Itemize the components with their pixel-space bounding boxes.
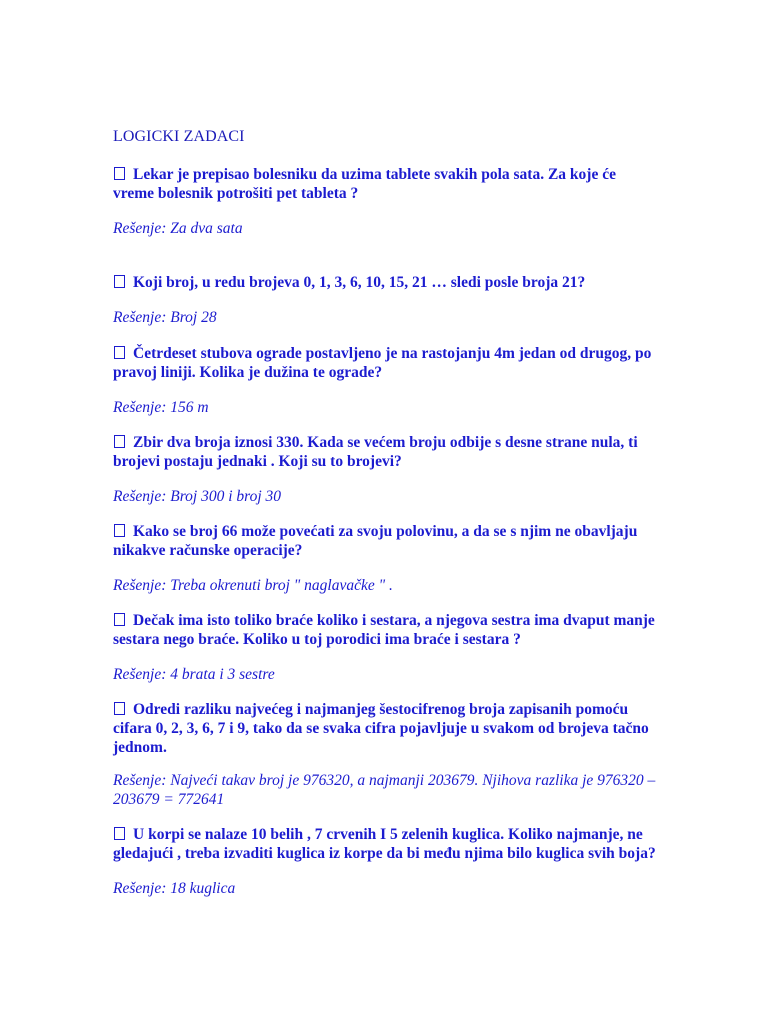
- answer-8: Rešenje: 18 kuglica: [113, 880, 236, 897]
- bullet-box-icon: [114, 435, 125, 448]
- answer-4: Rešenje: Broj 300 i broj 30: [113, 488, 282, 505]
- question-text: Odredi razliku najvećeg i najmanjeg šestocifrenog broja zapisanih pomoću cifara 0, 2, 3, 6, 7 i 9, tako da se svaka cifra pojavljuje u svakom od brojeva tačno jednom.: [113, 701, 649, 756]
- question-4: [113, 433, 658, 471]
- answer-7: Rešenje: Najveći takav broj je 976320, a najmanji 203679. Njihova razlika je 976320 – 203679 = 772641: [113, 772, 656, 808]
- question-text: Dečak ima isto toliko braće koliko i sestara, a njegova sestra ima dvaput manje sestara nego braće. Koliko u toj porodici ima braće i sestara ?: [113, 612, 655, 648]
- question-5: [113, 522, 658, 560]
- answer-2: Rešenje: Broj 28: [113, 309, 217, 326]
- bullet-box-icon: [114, 346, 125, 359]
- answer-1: Rešenje: Za dva sata: [113, 220, 243, 237]
- bullet-box-icon: [114, 702, 125, 715]
- bullet-box-icon: [114, 827, 125, 840]
- question-2: [113, 273, 658, 292]
- question-text: Lekar je prepisao bolesniku da uzima tablete svakih pola sata. Za koje će vreme bolesnik potrošiti pet tableta ?: [113, 166, 616, 202]
- answer-6: Rešenje: 4 brata i 3 sestre: [113, 666, 275, 683]
- bullet-box-icon: [114, 167, 125, 180]
- question-text: Zbir dva broja iznosi 330. Kada se većem broju odbije s desne strane nula, ti brojevi postaju jednaki . Koji su to brojevi?: [113, 434, 638, 470]
- question-text: U korpi se nalaze 10 belih , 7 crvenih I 5 zelenih kuglica. Koliko najmanje, ne gledajući , treba izvaditi kuglica iz korpe da bi među njima bilo kuglica svih boja?: [113, 826, 656, 862]
- document-title: LOGICKI ZADACI: [113, 128, 245, 145]
- question-text: Četrdeset stubova ograde postavljeno je na rastojanju 4m jedan od drugog, po pravoj liniji. Kolika je dužina te ograde?: [113, 345, 652, 381]
- bullet-box-icon: [114, 524, 125, 537]
- question-6: [113, 611, 658, 649]
- question-text: Koji broj, u redu brojeva 0, 1, 3, 6, 10, 15, 21 … sledi posle broja 21?: [133, 274, 586, 291]
- question-text: Kako se broj 66 može povećati za svoju polovinu, a da se s njim ne obavljaju nikakve računske operacije?: [113, 523, 638, 559]
- answer-5: Rešenje: Treba okrenuti broj " naglavačke " .: [113, 577, 393, 594]
- bullet-box-icon: [114, 275, 125, 288]
- question-8: [113, 825, 658, 863]
- question-7: [113, 700, 658, 757]
- answer-3: Rešenje: 156 m: [113, 399, 209, 416]
- question-1: [113, 165, 658, 203]
- question-3: [113, 344, 658, 382]
- bullet-box-icon: [114, 613, 125, 626]
